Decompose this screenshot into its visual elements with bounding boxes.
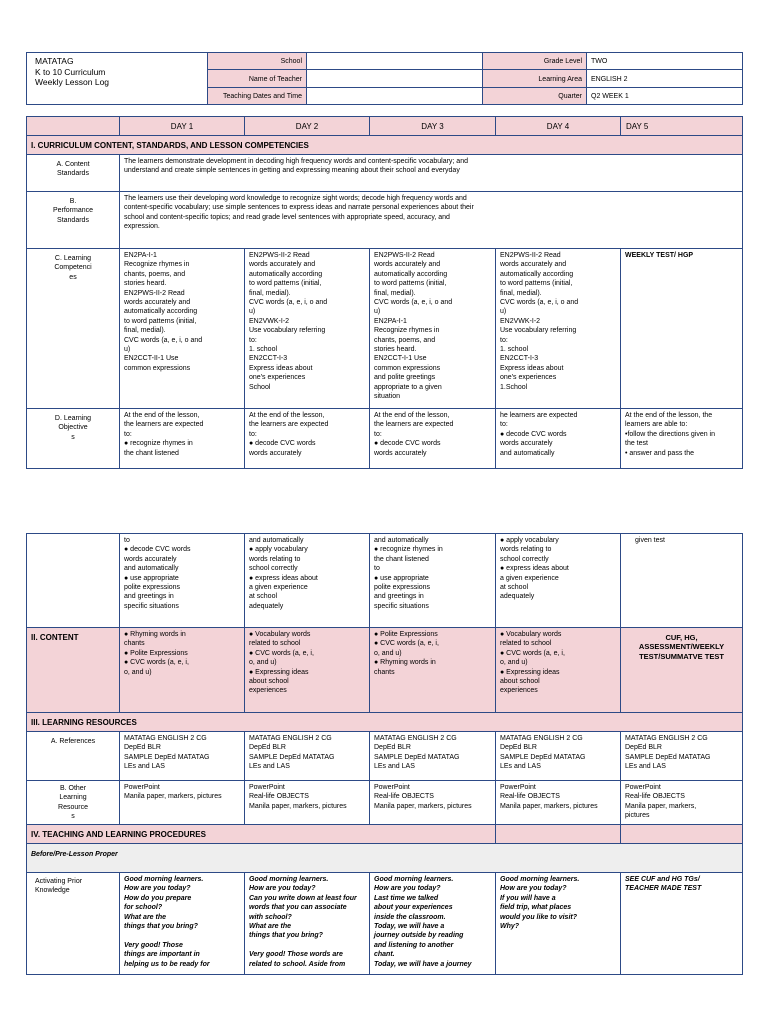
objective-day-1: At the end of the lesson, the learners are expected to: ● recognize rhymes in the chant listened bbox=[119, 408, 245, 469]
content-standards-label: A. Content Standards bbox=[26, 154, 120, 192]
day-header-4: DAY 4 bbox=[495, 116, 621, 136]
references-day-2: MATATAG ENGLISH 2 CG DepEd BLR SAMPLE DepEd MATATAG LEs and LAS bbox=[244, 731, 370, 781]
other-resources-day-5: PowerPoint Real-life OBJECTS Manila paper, markers, pictures bbox=[620, 780, 743, 825]
section-4-day-5-blank bbox=[620, 824, 743, 844]
content-standards-text: The learners demonstrate development in decoding high frequency words and content-specific vocabulary; and understand and create simple sentences in getting and expressing meaning about their school and everyday bbox=[119, 154, 743, 192]
other-resources-day-2: PowerPoint Real-life OBJECTS Manila paper, markers, pictures bbox=[244, 780, 370, 825]
day-header-5: DAY 5 bbox=[620, 116, 743, 136]
school-label: School bbox=[207, 52, 307, 70]
section-2-title: II. CONTENT bbox=[26, 627, 120, 713]
dates-value[interactable] bbox=[306, 87, 483, 105]
competency-day-1: EN2PA-I-1 Recognize rhymes in chants, poems, and stories heard. EN2PWS-II-2 Read words accurately and automatically according to word patterns (initial, final, medial). CVC words (a, e, i, o and u) EN2CCT-II-1 Use common expressions bbox=[119, 248, 245, 409]
competency-day-3: EN2PWS-II-2 Read words accurately and automatically according to word patterns (initial, final, medial). CVC words (a, e, i, o and u) EN2PA-I-1 Recognize rhymes in chants, poems, and stories heard. EN2CCT-I-1 Use common expressions and polite greetings appropriate to a given situation bbox=[369, 248, 496, 409]
references-day-1: MATATAG ENGLISH 2 CG DepEd BLR SAMPLE DepEd MATATAG LEs and LAS bbox=[119, 731, 245, 781]
activating-label: Activating Prior Knowledge bbox=[26, 872, 120, 975]
activating-day-2: Good morning learners. How are you today? Can you write down at least four words that you can associate with school? What are the things that you bring? Very good! Those words are related to school. Aside from bbox=[244, 872, 370, 975]
content-day-2: ● Vocabulary words related to school ● CVC words (a, e, i, o, and u) ● Expressing ideas about school experiences bbox=[244, 627, 370, 713]
day-header-1: DAY 1 bbox=[119, 116, 245, 136]
content-day-3: ● Polite Expressions ● CVC words (a, e, i, o, and u) ● Rhyming words in chants bbox=[369, 627, 496, 713]
teacher-value[interactable] bbox=[306, 69, 483, 88]
header-title: MATATAG K to 10 Curriculum Weekly Lesson Log bbox=[35, 56, 110, 87]
section-4-title: IV. TEACHING AND LEARNING PROCEDURES bbox=[26, 824, 496, 844]
school-value[interactable] bbox=[306, 52, 483, 70]
competency-day-2: EN2PWS-II-2 Read words accurately and automatically according to word patterns (initial, final, medial). CVC words (a, e, i, o and u) EN2VWK-I-2 Use vocabulary referring to: 1. school EN2CCT-I-3 Express ideas about one's experiences School bbox=[244, 248, 370, 409]
quarter-value[interactable]: Q2 WEEK 1 bbox=[586, 87, 743, 105]
activating-day-4: Good morning learners. How are you today? If you will have a field trip, what places would you like to visit? Why? bbox=[495, 872, 621, 975]
objective-cont-day-5: given test bbox=[620, 533, 743, 628]
competency-day-4: EN2PWS-II-2 Read words accurately and automatically according to word patterns (initial, final, medial). CVC words (a, e, i, o and u) EN2VWK-I-2 Use vocabulary referring to: 1. school EN2CCT-I-3 Express ideas about one's experiences 1.School bbox=[495, 248, 621, 409]
references-day-5: MATATAG ENGLISH 2 CG DepEd BLR SAMPLE DepEd MATATAG LEs and LAS bbox=[620, 731, 743, 781]
content-day-1: ● Rhyming words in chants ● Polite Expressions ● CVC words (a, e, i, o, and u) bbox=[119, 627, 245, 713]
competency-day-5: WEEKLY TEST/ HGP bbox=[620, 248, 743, 409]
objective-day-3: At the end of the lesson, the learners are expected to: ● decode CVC words words accurately bbox=[369, 408, 496, 469]
references-day-4: MATATAG ENGLISH 2 CG DepEd BLR SAMPLE DepEd MATATAG LEs and LAS bbox=[495, 731, 621, 781]
day-header-blank bbox=[26, 116, 120, 136]
objective-day-4: he learners are expected to: ● decode CVC words words accurately and automatically bbox=[495, 408, 621, 469]
before-lesson-label: Before/Pre-Lesson Proper bbox=[26, 843, 743, 873]
header-title-cell bbox=[26, 52, 208, 105]
references-label: A. References bbox=[26, 731, 120, 781]
objectives-label: D. Learning Objective s bbox=[26, 408, 120, 469]
content-day-5: CUF, HG, ASSESSMENT/WEEKLY TEST/SUMMATVE TEST bbox=[620, 627, 743, 713]
teacher-label: Name of Teacher bbox=[207, 69, 307, 88]
section-3-title: III. LEARNING RESOURCES bbox=[26, 712, 743, 732]
grade-label: Grade Level bbox=[482, 52, 587, 70]
area-value[interactable]: ENGLISH 2 bbox=[586, 69, 743, 88]
section-4-day-4-blank bbox=[495, 824, 621, 844]
area-label: Learning Area bbox=[482, 69, 587, 88]
activating-day-1: Good morning learners. How are you today? How do you prepare for school? What are the things that you bring? Very good! Those things are important in helping us to be ready for bbox=[119, 872, 245, 975]
objective-day-5: At the end of the lesson, the learners are able to: •follow the directions given in the test • answer and pass the bbox=[620, 408, 743, 469]
objective-cont-day-3: and automatically ● recognize rhymes in the chant listened to ● use appropriate polite expressions and greetings in specific situations bbox=[369, 533, 496, 628]
objective-day-2: At the end of the lesson, the learners are expected to: ● decode CVC words words accurately bbox=[244, 408, 370, 469]
objective-cont-day-2: and automatically ● apply vocabulary words relating to school correctly ● express ideas about a given experience at school adequately bbox=[244, 533, 370, 628]
other-resources-day-4: PowerPoint Real-life OBJECTS Manila paper, markers, pictures bbox=[495, 780, 621, 825]
objective-cont-day-4: ● apply vocabulary words relating to school correctly ● express ideas about a given experience at school adequately bbox=[495, 533, 621, 628]
section-1-title: I. CURRICULUM CONTENT, STANDARDS, AND LESSON COMPETENCIES bbox=[26, 135, 743, 155]
performance-standards-text: The learners use their developing word knowledge to recognize sight words; decode high frequency words and content-specific vocabulary; use simple sentences to express ideas and narrate personal experiences about their school and content-specific topics; and read grade level sentences with appropriate speed, accuracy, and expression. bbox=[119, 191, 743, 249]
competencies-label: C. Learning Competenci es bbox=[26, 248, 120, 409]
activating-day-3: Good morning learners. How are you today? Last time we talked about your experiences inside the classroom. Today, we will have a journey outside by reading and listening to another chant. Today, we will have a journey bbox=[369, 872, 496, 975]
other-resources-day-3: PowerPoint Real-life OBJECTS Manila paper, markers, pictures bbox=[369, 780, 496, 825]
activating-day-5: SEE CUF and HG TGs/ TEACHER MADE TEST bbox=[620, 872, 743, 975]
performance-standards-label: B. Performance Standards bbox=[26, 191, 120, 249]
quarter-label: Quarter bbox=[482, 87, 587, 105]
objective-cont-day-1: to ● decode CVC words words accurately and automatically ● use appropriate polite expressions and greetings in specific situations bbox=[119, 533, 245, 628]
objectives-cont-label bbox=[26, 533, 120, 628]
content-day-4: ● Vocabulary words related to school ● CVC words (a, e, i, o, and u) ● Expressing ideas about school experiences bbox=[495, 627, 621, 713]
other-resources-day-1: PowerPoint Manila paper, markers, pictures bbox=[119, 780, 245, 825]
dates-label: Teaching Dates and Time bbox=[207, 87, 307, 105]
day-header-2: DAY 2 bbox=[244, 116, 370, 136]
other-resources-label: B. Other Learning Resource s bbox=[26, 780, 120, 825]
references-day-3: MATATAG ENGLISH 2 CG DepEd BLR SAMPLE DepEd MATATAG LEs and LAS bbox=[369, 731, 496, 781]
day-header-3: DAY 3 bbox=[369, 116, 496, 136]
grade-value[interactable]: TWO bbox=[586, 52, 743, 70]
